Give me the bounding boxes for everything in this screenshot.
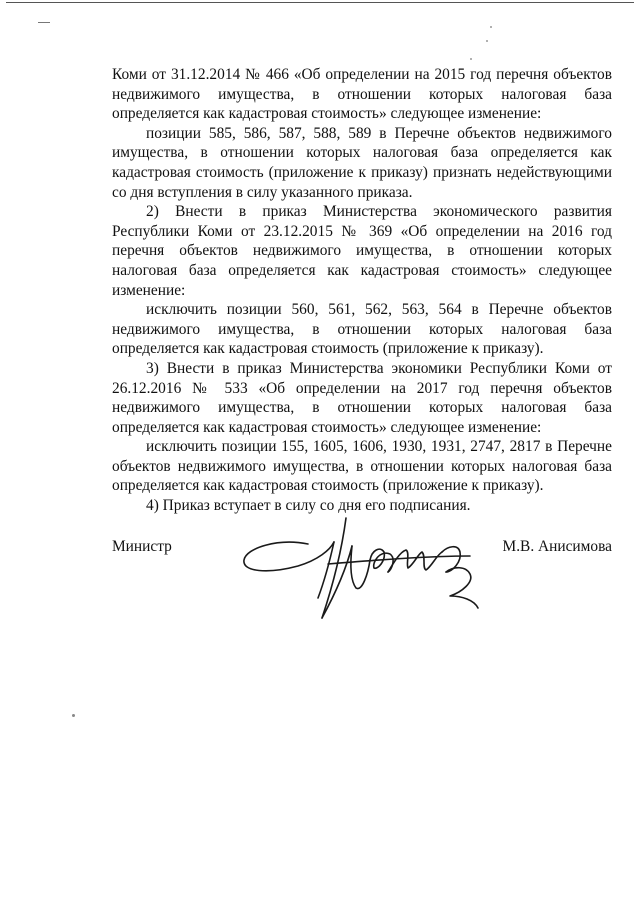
signer-title: Министр: [112, 538, 172, 555]
paragraph-3: 2) Внести в приказ Министерства экономического развития Республики Коми от 23.12.2015 № 369 «Об определении на 2016 год перечня объектов недвижимого имущества, в отношении которых налоговая база определяется как кадастровая стоимость» следующее изменение:: [112, 203, 612, 299]
paragraph-1: Коми от 31.12.2014 № 466 «Об определении на 2015 год перечня объектов недвижимого имущества, в отношении которых налоговая база определяется как кадастровая стоимость» следующее изменение:: [112, 66, 612, 123]
handwritten-signature: [238, 500, 498, 630]
paragraph-4: исключить позиции 560, 561, 562, 563, 564 в Перечне объектов недвижимого имущества, в отношении которых налоговая база определяется как кадастровая стоимость (приложение к приказу).: [112, 301, 612, 358]
scan-speck: [486, 40, 488, 42]
document-body: [112, 65, 612, 516]
scan-speck: [72, 714, 75, 717]
page-top-edge-line: [6, 2, 634, 3]
paragraph-5: 3) Внести в приказ Министерства экономики Республики Коми от 26.12.2016 № 533 «Об определении на 2017 год перечня объектов недвижимого имущества, в отношении которых налоговая база определяется как кадастровая стоимость» следующее изменение:: [112, 359, 612, 436]
scan-speck: [490, 26, 492, 28]
paragraph-6: исключить позиции 155, 1605, 1606, 1930, 1931, 2747, 2817 в Перечне объектов недвижимого имущества, в отношении которых налоговая база определяется как кадастровая стоимость (приложение к приказу).: [112, 438, 612, 495]
paragraph-7: 4) Приказ вступает в силу со дня его подписания.: [146, 497, 471, 515]
margin-mark: [38, 22, 50, 23]
scan-speck: [470, 58, 472, 60]
signer-name: М.В. Анисимова: [502, 538, 612, 555]
paragraph-2: позиции 585, 586, 587, 588, 589 в Перечне объектов недвижимого имущества, в отношении которых налоговая база определяется как кадастровая стоимость (приложение к приказу) признать недействующими со дня вступления в силу указанного приказа.: [112, 124, 612, 201]
